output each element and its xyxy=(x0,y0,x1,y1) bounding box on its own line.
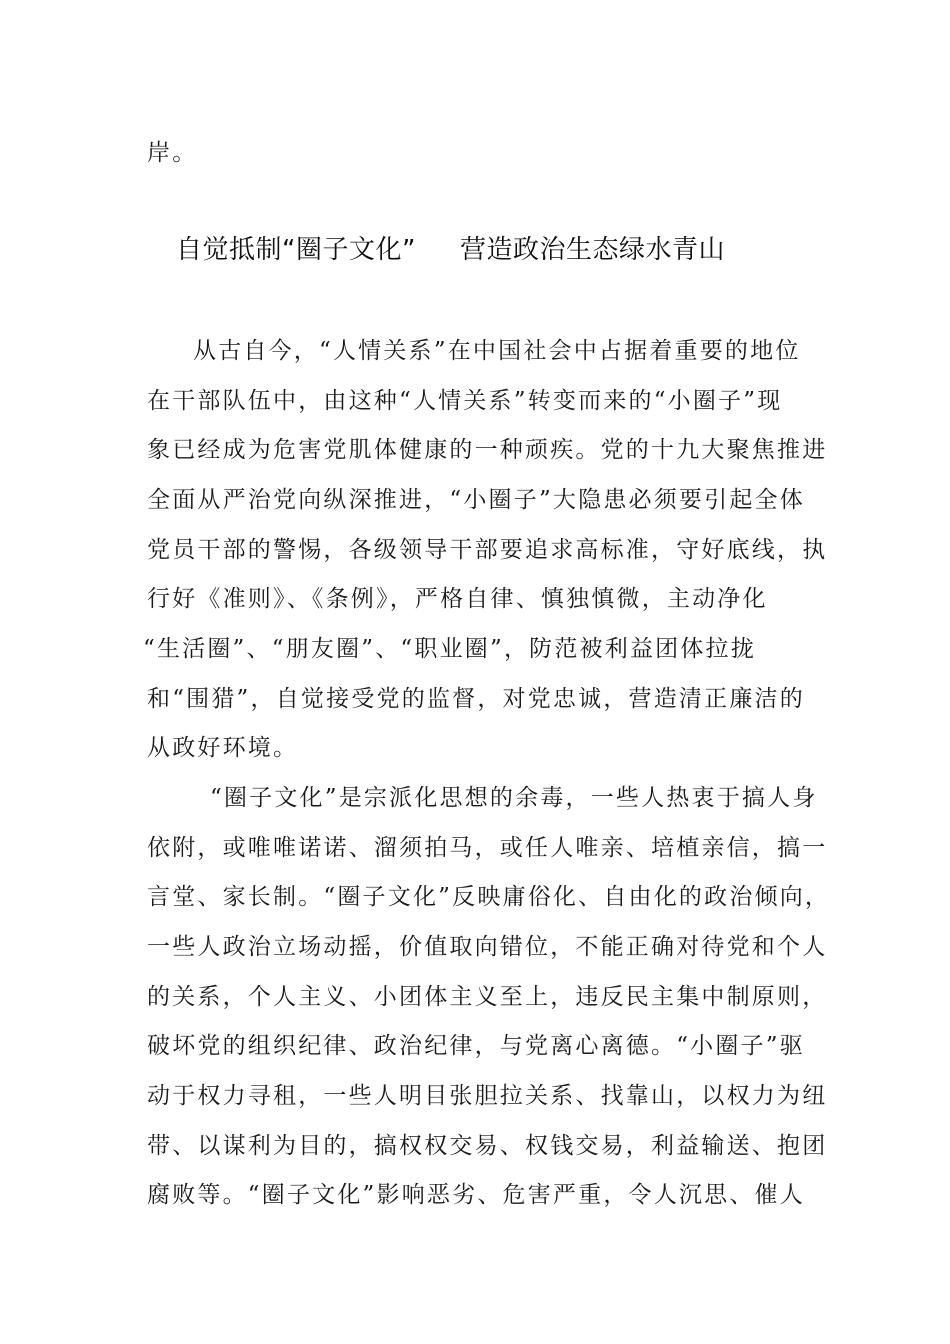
paragraph-2-line-6: 破坏党的组织纪律、政治纪律，与党离心离德。“小圈子”驱 xyxy=(147,1033,805,1059)
paragraph-1-line-9: 从政好环境。 xyxy=(147,735,299,761)
paragraph-1-line-5: 党员干部的警惕，各级领导干部要追求高标准，守好底线，执 xyxy=(147,537,828,563)
title-part-1: 自觉抵制“圈子文化” xyxy=(176,235,416,265)
paragraph-1-line-6: 行好《准则》、《条例》，严格自律、慎独慎微，主动净化 xyxy=(147,586,768,612)
paragraph-2-line-8: 带、以谋利为目的，搞权权交易、权钱交易，利益输送、抱团 xyxy=(147,1133,828,1159)
paragraph-1-line-3: 象已经成为危害党肌体健康的一种顽疾。党的十九大聚焦推进 xyxy=(147,437,828,463)
paragraph-1-line-4: 全面从严治党向纵深推进，“小圈子”大隐患必须要引起全体 xyxy=(147,487,805,513)
article-title xyxy=(176,232,725,268)
paragraph-1-line-8: 和“围猎”，自觉接受党的监督，对党忠诚，营造清正廉洁的 xyxy=(147,686,805,712)
title-part-2: 营造政治生态绿水青山 xyxy=(459,235,725,265)
paragraph-2-line-1: “圈子文化”是宗派化思想的余毒，一些人热衷于搞人身 xyxy=(210,785,818,811)
paragraph-2-line-4: 一些人政治立场动摇，价值取向错位，不能正确对待党和个人 xyxy=(147,934,828,960)
carryover-line: 岸。 xyxy=(147,140,198,166)
paragraph-2-line-2: 依附，或唯唯诺诺、溜须拍马，或任人唯亲、培植亲信，搞一 xyxy=(147,835,828,861)
paragraph-1-line-1: 从古自今，“人情关系”在中国社会中占据着重要的地位 xyxy=(193,338,801,364)
paragraph-1-line-7: “生活圈”、“朋友圈”、“职业圈”，防范被利益团体拉拢 xyxy=(143,636,756,662)
paragraph-2-line-3: 言堂、家长制。“圈子文化”反映庸俗化、自由化的政治倾向， xyxy=(147,884,831,910)
paragraph-1-line-2: 在干部队伍中，由这种“人情关系”转变而来的“小圈子”现 xyxy=(147,388,783,414)
paragraph-2-line-5: 的关系，个人主义、小团体主义至上，违反民主集中制原则， xyxy=(147,984,828,1010)
paragraph-2-line-7: 动于权力寻租，一些人明目张胆拉关系、找靠山，以权力为纽 xyxy=(147,1083,828,1109)
paragraph-2-line-9: 腐败等。“圈子文化”影响恶劣、危害严重，令人沉思、催人 xyxy=(147,1182,805,1208)
